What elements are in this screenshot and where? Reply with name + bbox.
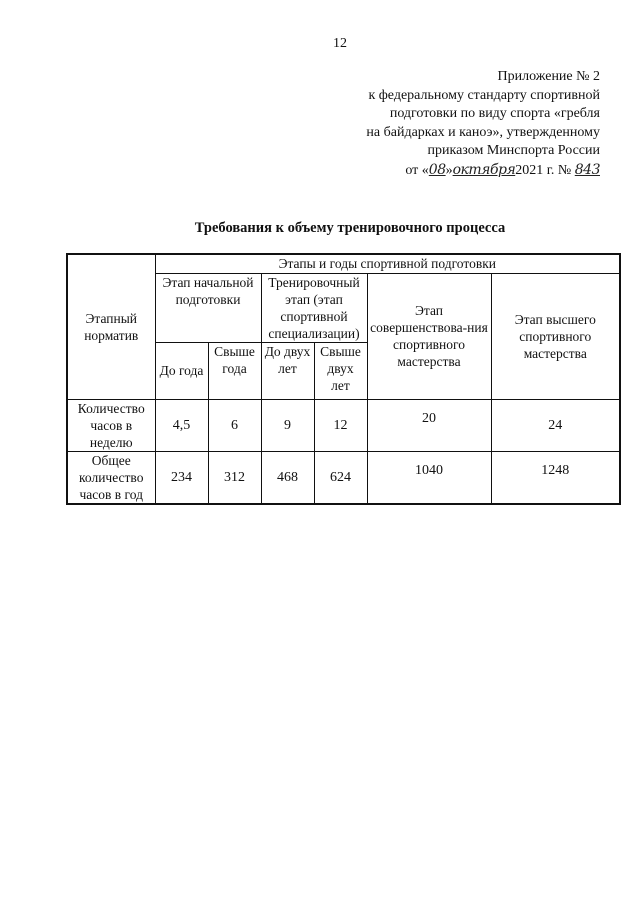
table-cell: 1040	[367, 451, 491, 504]
document-title: Требования к объему тренировочного процесса	[194, 220, 506, 236]
annex-line: на байдарках и каноэ», утвержденному	[366, 124, 600, 140]
row-label: Общее количество часов в год	[67, 451, 155, 504]
table-cell: 234	[155, 451, 208, 504]
handwritten-month: октября	[452, 161, 516, 178]
table-cell: 24	[491, 399, 620, 451]
table-cell: 6	[208, 399, 261, 451]
table-cell: 20	[367, 399, 491, 451]
page-number: 12	[333, 36, 347, 51]
date-prefix: от «	[405, 162, 429, 178]
table-cell: 9	[261, 399, 314, 451]
handwritten-order-number: 843	[574, 161, 600, 178]
annex-title: Приложение № 2	[497, 69, 600, 84]
group-header: Этапы и годы спортивной подготовки	[155, 254, 620, 273]
table-cell: 12	[314, 399, 367, 451]
row-label: Количество часов в неделю	[67, 399, 155, 451]
requirements-table	[66, 253, 621, 505]
handwritten-day: 08	[428, 161, 446, 178]
annex-line: подготовки по виду спорта «гребля	[389, 106, 600, 121]
annex-date-line	[300, 161, 600, 181]
table-cell: 468	[261, 451, 314, 504]
annex-line: приказом Минспорта России	[427, 143, 600, 158]
stage-improvement-header: Этап совершенствова-ния спортивного мастерства	[367, 273, 491, 399]
stage-training-header: Тренировочный этап (этап спортивной специализации)	[261, 273, 367, 342]
stage-higher-header: Этап высшего спортивного мастерства	[491, 273, 620, 399]
table-row	[67, 451, 620, 504]
table-header-row	[67, 254, 620, 273]
sub-up-to-year: До года	[155, 342, 208, 399]
annex-block	[300, 68, 600, 180]
stage-initial-header: Этап начальной подготовки	[155, 273, 261, 342]
date-year: 2021 г. №	[515, 162, 572, 178]
annex-line: к федеральному стандарту спортивной	[368, 87, 600, 103]
sub-over-year: Свыше года	[208, 342, 261, 399]
sub-up-to-two-years: До двух лет	[261, 342, 314, 399]
table-row	[67, 399, 620, 451]
sub-over-two-years: Свыше двух лет	[314, 342, 367, 399]
col-norm-header: Этапный норматив	[67, 254, 155, 399]
table-cell: 4,5	[155, 399, 208, 451]
table-cell: 1248	[491, 451, 620, 504]
table-cell: 312	[208, 451, 261, 504]
date-mid: »	[445, 162, 453, 178]
table-cell: 624	[314, 451, 367, 504]
